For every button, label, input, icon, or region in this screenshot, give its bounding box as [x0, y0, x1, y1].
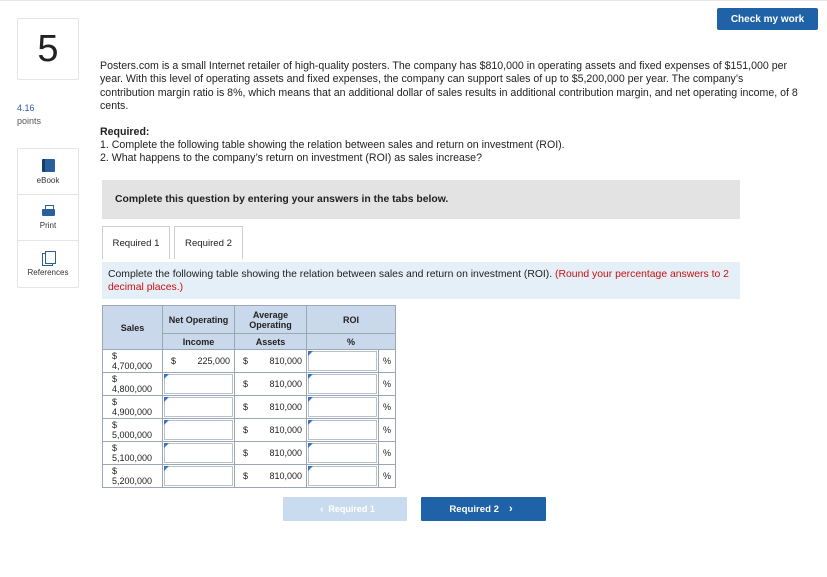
references-label: References [27, 268, 69, 277]
roi-input[interactable] [308, 374, 377, 394]
roi-input[interactable] [308, 397, 377, 417]
required-heading: Required: [100, 126, 150, 138]
aoa-cell: $ 810,000 [235, 373, 307, 396]
question-number: 5 [17, 18, 79, 80]
aoa-cell: $ 810,000 [235, 396, 307, 419]
noi-cell [163, 396, 235, 419]
table-row [103, 373, 396, 396]
table-row [103, 350, 396, 373]
roi-cell [307, 419, 379, 442]
points-value: 4.16 [17, 103, 35, 113]
references-icon [42, 251, 54, 264]
pct-cell: % [379, 373, 396, 396]
sales-cell: $ 5,000,000 [103, 419, 163, 442]
input-flag-icon [164, 374, 169, 379]
next-required-button[interactable] [421, 497, 546, 521]
answer-tabs [102, 226, 247, 259]
sales-cell: $ 4,800,000 [103, 373, 163, 396]
noi-input[interactable] [164, 466, 233, 486]
prev-label: Required 1 [328, 504, 375, 514]
required-item-1: 1. Complete the following table showing the relation between sales and return on investment (ROI). [100, 139, 565, 151]
side-tools [17, 148, 79, 288]
roi-cell [307, 442, 379, 465]
noi-input[interactable] [164, 443, 233, 463]
noi-cell [163, 419, 235, 442]
input-flag-icon [308, 397, 313, 402]
aoa-cell: $ 810,000 [235, 442, 307, 465]
noi-cell: $ 225,000 [163, 350, 235, 373]
tab-required-1[interactable]: Required 1 [102, 226, 170, 259]
input-flag-icon [308, 374, 313, 379]
print-label: Print [39, 221, 57, 230]
table-row [103, 465, 396, 488]
roi-input[interactable] [308, 420, 377, 440]
chevron-left-icon: ‹ [320, 503, 324, 515]
input-flag-icon [164, 466, 169, 471]
print-button[interactable] [18, 195, 78, 241]
header-noi: Net Operating [163, 306, 235, 334]
input-flag-icon [308, 351, 313, 356]
noi-cell [163, 373, 235, 396]
required-item-2: 2. What happens to the company’s return on investment (ROI) as sales increase? [100, 152, 482, 164]
table-row [103, 396, 396, 419]
pct-cell: % [379, 396, 396, 419]
input-flag-icon [164, 397, 169, 402]
print-icon [42, 205, 55, 217]
roi-input[interactable] [308, 443, 377, 463]
instructions-banner: Complete this question by entering your answers in the tabs below. [102, 180, 740, 219]
sales-cell: $ 4,700,000 [103, 350, 163, 373]
references-button[interactable] [18, 241, 78, 287]
header-noi-sub: Income [163, 334, 235, 350]
problem-text: Posters.com is a small Internet retailer of high-quality posters. The company has $810,000 in operating assets and fixed expenses of $151,000 per year. With this level of operating assets and fixed expenses, the company can support sales of up to $5,200,000 per year. The company’s contribution margin ratio is 8%, which means that an additional dollar of sales results in additional contribution margin, and net operating income, of 8 cents. [100, 60, 798, 113]
input-flag-icon [308, 420, 313, 425]
noi-cell [163, 442, 235, 465]
noi-cell [163, 465, 235, 488]
sales-cell: $ 5,200,000 [103, 465, 163, 488]
pct-cell: % [379, 419, 396, 442]
ebook-icon [42, 159, 55, 172]
noi-input[interactable] [164, 420, 233, 440]
roi-input[interactable] [308, 351, 377, 371]
pct-cell: % [379, 442, 396, 465]
roi-input[interactable] [308, 466, 377, 486]
pct-cell: % [379, 350, 396, 373]
points-label: points [17, 116, 42, 126]
noi-input[interactable] [164, 397, 233, 417]
input-flag-icon [308, 443, 313, 448]
table-row [103, 442, 396, 465]
roi-cell [307, 373, 379, 396]
sales-cell: $ 5,100,000 [103, 442, 163, 465]
table-row [103, 419, 396, 442]
header-aoa: Average Operating [235, 306, 307, 334]
rounding-note: (Round your percentage answers to 2 decimal places.) [108, 269, 729, 293]
header-roi-sub: % [307, 334, 396, 350]
pct-cell: % [379, 465, 396, 488]
header-sales: Sales [103, 306, 163, 350]
top-divider [0, 0, 827, 1]
input-flag-icon [164, 420, 169, 425]
noi-input[interactable] [164, 374, 233, 394]
roi-cell [307, 350, 379, 373]
roi-cell [307, 396, 379, 419]
aoa-cell: $ 810,000 [235, 419, 307, 442]
roi-cell [307, 465, 379, 488]
ebook-label: eBook [36, 175, 60, 185]
sales-cell: $ 4,900,000 [103, 396, 163, 419]
next-label: Required 2 [449, 503, 499, 515]
instruction-text: Complete the following table showing the relation between sales and return on investment (ROI). [108, 269, 553, 280]
aoa-cell: $ 810,000 [235, 350, 307, 373]
header-aoa-sub: Assets [235, 334, 307, 350]
ebook-button[interactable] [18, 149, 78, 195]
check-my-work-button[interactable]: Check my work [717, 8, 818, 30]
chevron-right-icon: › [508, 503, 513, 515]
input-flag-icon [164, 443, 169, 448]
aoa-cell: $ 810,000 [235, 465, 307, 488]
tab-instruction [102, 262, 740, 299]
tab-required-2[interactable]: Required 2 [174, 226, 243, 259]
header-roi: ROI [307, 306, 396, 334]
roi-table [102, 305, 396, 488]
input-flag-icon [308, 466, 313, 471]
required-section [100, 126, 565, 165]
prev-required-button[interactable] [283, 497, 407, 521]
